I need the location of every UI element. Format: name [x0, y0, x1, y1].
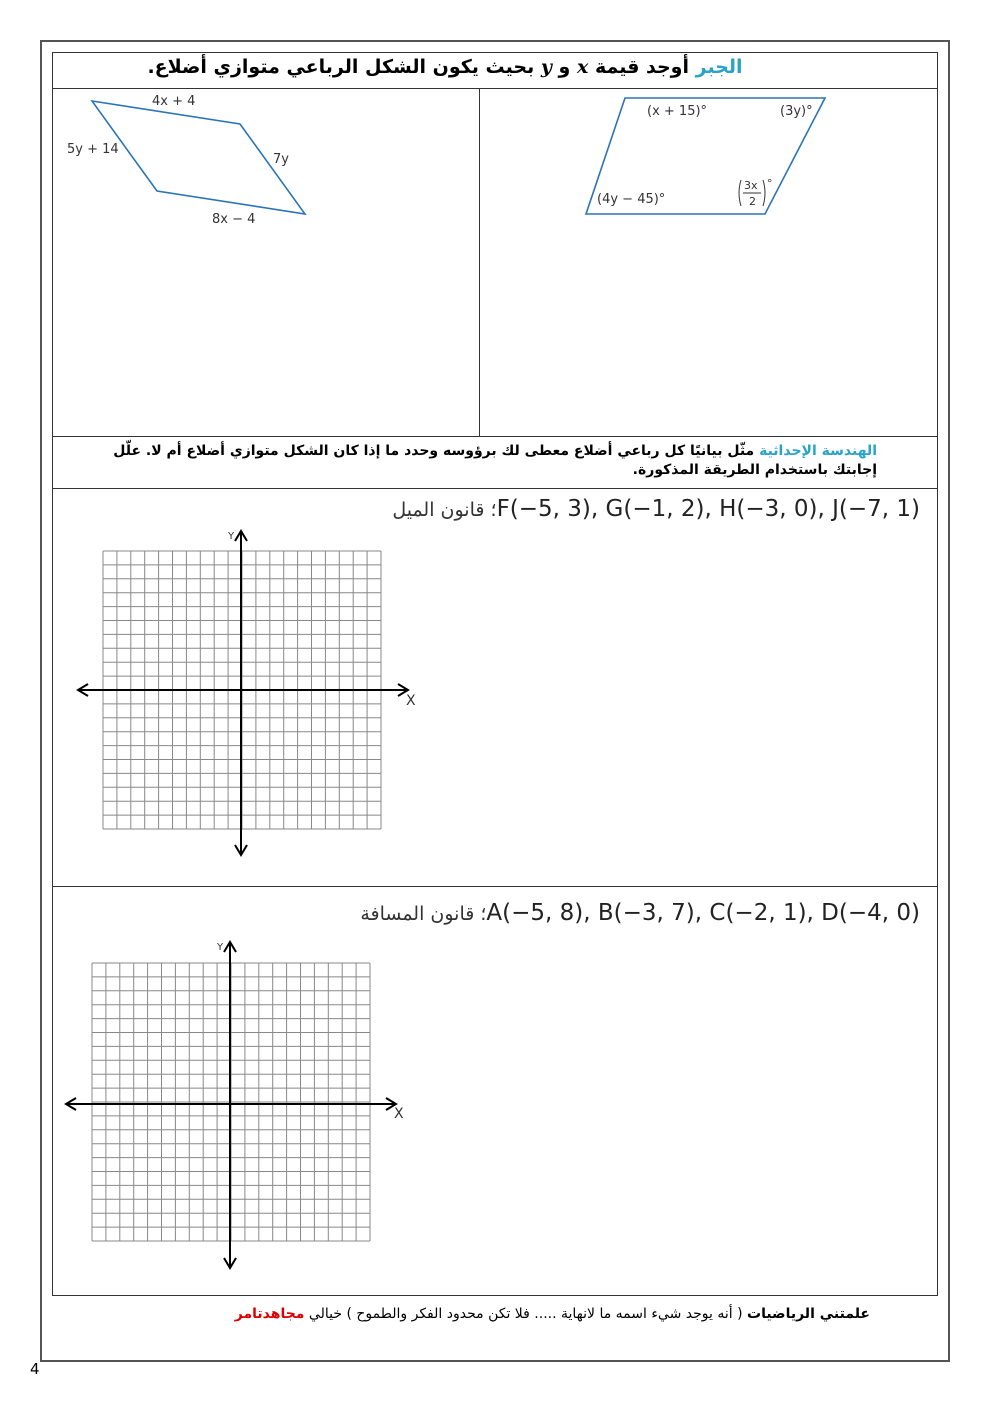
divider — [52, 488, 938, 489]
divider — [479, 88, 480, 436]
angle-bottom-right-den: 2 — [749, 195, 756, 208]
page-title — [60, 56, 830, 78]
title-post: بحيث يكون الشكل الرباعي متوازي أضلاع. — [147, 56, 535, 78]
divider — [52, 436, 938, 437]
problem-1-law: ؛ قانون الميل — [392, 499, 497, 521]
grid-1-x-label: X — [406, 693, 416, 709]
angle-bottom-left: (4y − 45)° — [597, 192, 666, 207]
title-var-y: y — [540, 56, 552, 78]
section-instructions — [112, 442, 877, 480]
divider — [52, 88, 938, 89]
label-top: 4x + 4 — [152, 94, 196, 109]
footer-author-2: تامر — [234, 1306, 263, 1322]
grid-1-y-label: Y — [228, 531, 235, 542]
problem-2-law: ؛ قانون المسافة — [360, 903, 487, 925]
footer-lead: علمتني الرياضيات — [747, 1306, 870, 1322]
footer-by: خيالي — [308, 1306, 343, 1322]
footer-quote-text: ( أنه يوجد شيء اسمه ما لانهاية ..... فلا تكن محدود الفكر والطموح ) — [346, 1306, 743, 1322]
problem-2-points: A(−5, 8), B(−3, 7), C(−2, 1), D(−4, 0) — [486, 900, 920, 926]
parallelogram-figure-right — [580, 92, 840, 222]
title-and: و — [558, 56, 571, 78]
angle-top-right: (3y)° — [780, 104, 813, 119]
grid-2 — [62, 938, 412, 1273]
grid-2-y-label: Y — [217, 942, 224, 953]
title-topic: الجبر — [695, 56, 743, 78]
title-pre: أوجد قيمة — [594, 56, 690, 78]
page-number: 4 — [30, 1360, 40, 1378]
section-text: مثّل بيانيًا كل رباعي أضلاع معطى لك برؤوسه وحدد ما إذا كان الشكل متوازي أضلاع أم لا. علّل إجابتك باستخدام الطريقة المذكورة. — [113, 443, 877, 478]
grid-1 — [70, 525, 420, 865]
divider — [52, 886, 938, 887]
angle-bottom-right — [739, 177, 773, 208]
problem-1-statement — [328, 496, 920, 522]
section-topic: الهندسة الإحداثية — [759, 443, 877, 459]
footer-author-1: مجاهد — [262, 1306, 305, 1322]
title-var-x: x — [576, 56, 589, 78]
angle-top-left: (x + 15)° — [647, 104, 708, 119]
label-left: 5y + 14 — [67, 142, 119, 157]
problem-2-statement — [300, 900, 920, 926]
angle-bottom-right-degree: ° — [767, 177, 773, 190]
parallelogram-figure-left — [60, 90, 320, 230]
angle-bottom-right-num: 3x — [744, 179, 758, 192]
footer-quote — [80, 1306, 870, 1322]
label-bottom: 8x − 4 — [212, 212, 256, 227]
label-right: 7y — [273, 152, 289, 167]
problem-1-points: F(−5, 3), G(−1, 2), H(−3, 0), J(−7, 1) — [496, 496, 920, 522]
grid-2-x-label: X — [394, 1106, 404, 1122]
